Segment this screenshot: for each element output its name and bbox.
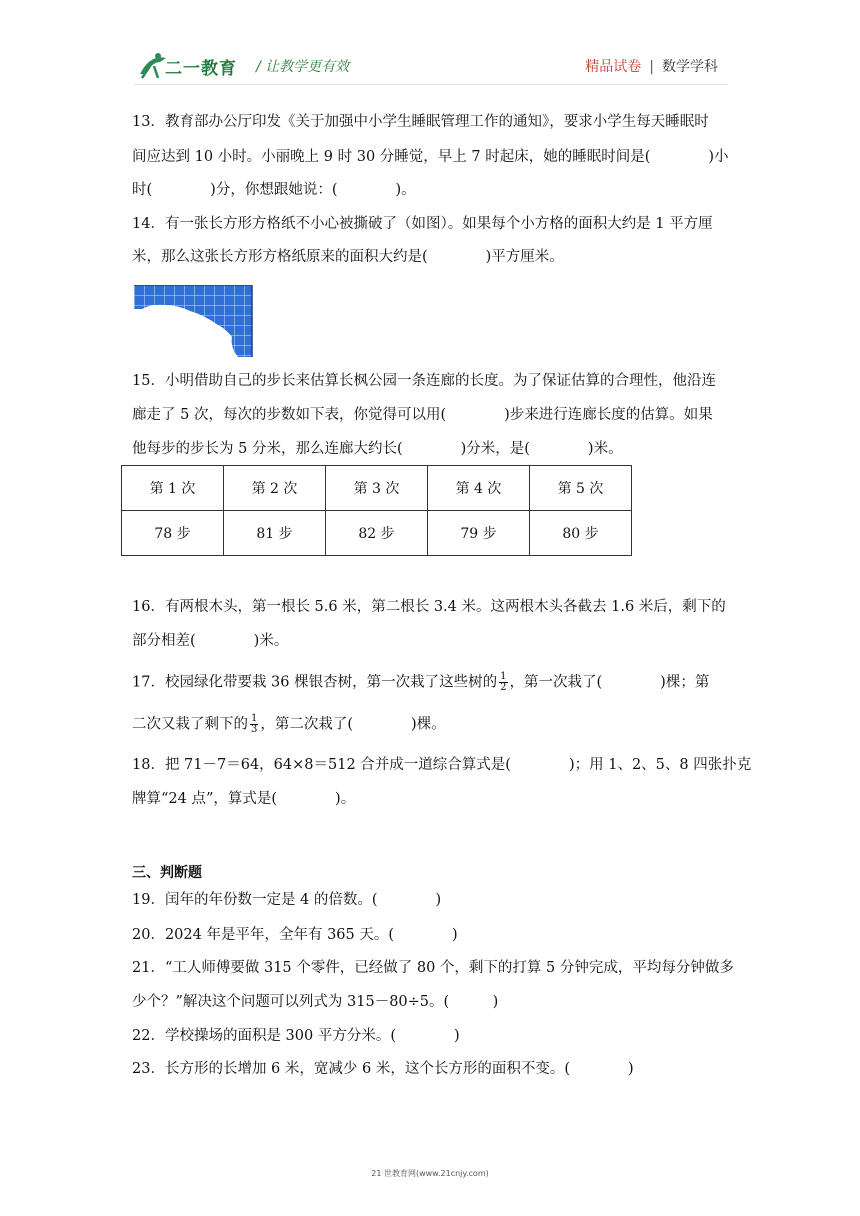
header-subject: 数学学科 xyxy=(662,59,718,75)
fraction-one-half xyxy=(499,672,507,693)
q17-line2 xyxy=(132,714,732,735)
fraction-numerator: 1 xyxy=(251,713,258,724)
table-header-cell: 第 2 次 xyxy=(224,466,326,511)
q19: 19．闰年的年份数一定是 4 的倍数。( ) xyxy=(132,892,442,908)
section-title: 三、判断题 xyxy=(132,865,202,881)
q20: 20．2024 年是平年，全年有 365 天。( ) xyxy=(132,927,458,943)
q16-line2: 部分相差( )米。 xyxy=(132,633,289,649)
q14-line1: 14．有一张长方形方格纸不小心被撕破了（如图）。如果每个小方格的面积大约是 1 平方厘 xyxy=(132,216,713,232)
q21-line2: 少个？”解决这个问题可以列式为 315－80÷5。( ) xyxy=(132,994,499,1010)
brand-name: 二一教育 xyxy=(165,59,237,79)
table-cell: 81 步 xyxy=(224,511,326,556)
fraction-denominator: 3 xyxy=(251,724,258,735)
table-row xyxy=(122,511,632,556)
table-header-cell: 第 4 次 xyxy=(428,466,530,511)
q18-line2: 牌算“24 点”，算式是( )。 xyxy=(132,791,356,807)
steps-table xyxy=(121,465,632,556)
header-label: 精品试卷 xyxy=(585,59,642,75)
page-header xyxy=(0,0,860,100)
fraction-one-third xyxy=(250,714,258,735)
q18-line1: 18．把 71－7＝64，64×8＝512 合并成一道综合算式是( )；用 1、2、5、8 四张扑克 xyxy=(132,757,752,773)
q16-line1: 16．有两根木头，第一根长 5.6 米，第二根长 3.4 米。这两根木头各截去 1.6 米后，剩下的 xyxy=(132,599,726,615)
q17-line1 xyxy=(132,672,732,693)
torn-grid-paper-figure xyxy=(134,285,254,359)
table-header-cell: 第 3 次 xyxy=(326,466,428,511)
header-divider xyxy=(134,84,728,85)
table-cell: 79 步 xyxy=(428,511,530,556)
q15-line3: 他每步的步长为 5 分米，那么连廊大约长( )分米，是( )米。 xyxy=(132,441,623,457)
table-cell: 82 步 xyxy=(326,511,428,556)
q13-line1: 13．教育部办公厅印发《关于加强中小学生睡眠管理工作的通知》，要求小学生每天睡眠时 xyxy=(132,114,709,130)
q17-text-a: 17．校园绿化带要栽 36 棵银杏树，第一次栽了这些树的 xyxy=(132,674,498,691)
table-header-row xyxy=(122,466,632,511)
fraction-denominator: 2 xyxy=(500,682,507,693)
header-separator: | xyxy=(649,59,654,75)
table-cell: 78 步 xyxy=(122,511,224,556)
table-header-cell: 第 1 次 xyxy=(122,466,224,511)
q22: 22．学校操场的面积是 300 平方分米。( ) xyxy=(132,1028,460,1044)
q13-line2: 间应达到 10 小时。小丽晚上 9 时 30 分睡觉，早上 7 时起床，她的睡眠时间是( )小 xyxy=(132,149,729,165)
q13-line3: 时( )分，你想跟她说：( )。 xyxy=(132,182,416,198)
table-header-cell: 第 5 次 xyxy=(530,466,632,511)
q15-line2: 廊走了 5 次，每次的步数如下表，你觉得可以用( )步来进行连廊长度的估算。如果 xyxy=(132,407,713,423)
header-right xyxy=(585,56,718,76)
q17-text-b: ，第一次栽了( )棵；第 xyxy=(509,674,710,691)
table-cell: 80 步 xyxy=(530,511,632,556)
fraction-numerator: 1 xyxy=(500,671,507,682)
q21-line1: 21．“工人师傅要做 315 个零件，已经做了 80 个，剩下的打算 5 分钟完成，平均每分钟做多 xyxy=(132,960,734,976)
q14-line2: 米，那么这张长方形方格纸原来的面积大约是( )平方厘米。 xyxy=(132,249,564,265)
q17-text-c: 二次又栽了剩下的 xyxy=(132,716,248,733)
q17-text-d: ，第二次栽了( )棵。 xyxy=(260,716,446,733)
q23: 23．长方形的长增加 6 米，宽减少 6 米，这个长方形的面积不变。( ) xyxy=(132,1061,634,1077)
page-footer: 21 世教育网(www.21cnjy.com) xyxy=(371,1169,489,1178)
q15-line1: 15．小明借助自己的步长来估算长枫公园一条连廊的长度。为了保证估算的合理性，他沿连 xyxy=(132,373,716,389)
brand-slogan: / 让教学更有效 xyxy=(256,59,350,75)
